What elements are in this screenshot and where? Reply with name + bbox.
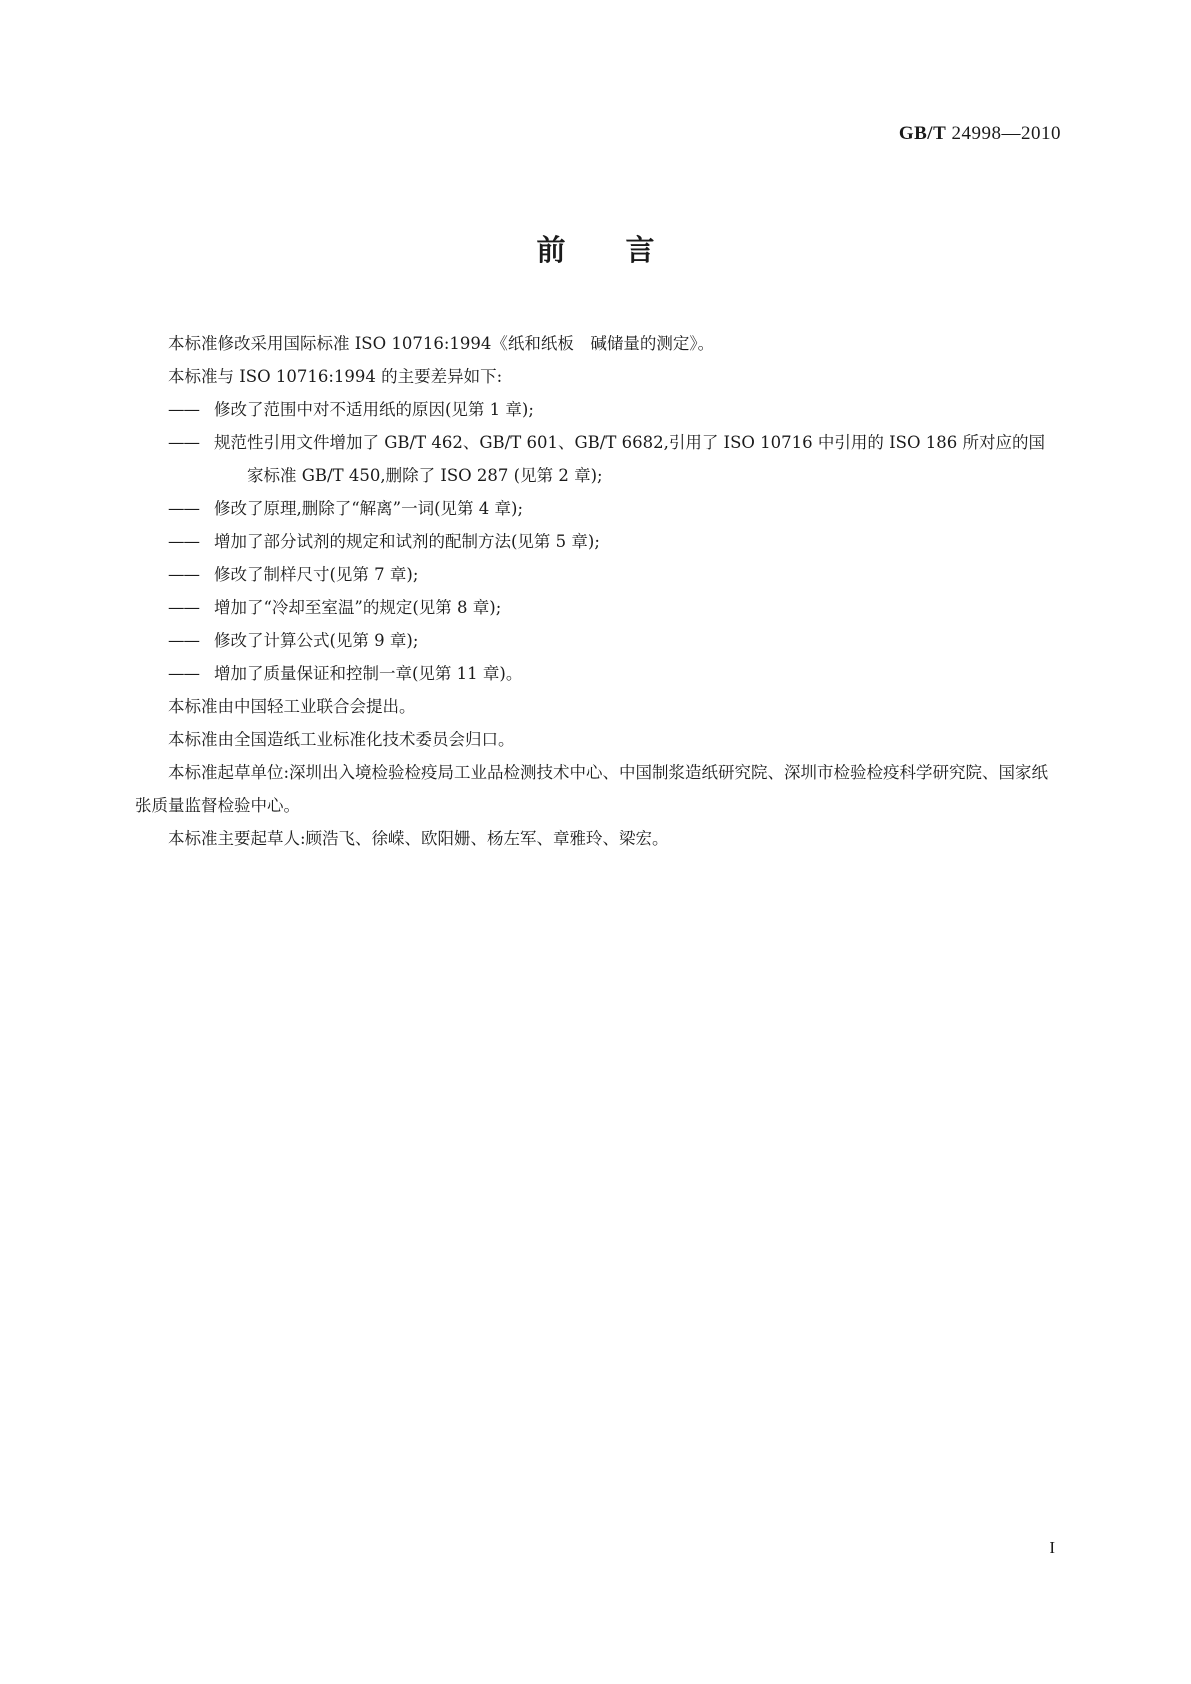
difference-item-3 [168,492,1060,525]
difference-item-8 [168,657,1060,690]
standard-year-number: 24998—2010 [951,123,1061,144]
dash-mark: —— [168,664,199,683]
dash-mark: —— [168,433,199,452]
difference-text: 修改了原理,删除了“解离”一词(见第 4 章); [214,499,524,518]
drafters-paragraph: 本标准主要起草人:顾浩飞、徐嵘、欧阳姗、杨左军、章雅玲、梁宏。 [168,829,669,848]
difference-text: 修改了计算公式(见第 9 章); [214,631,419,650]
dash-mark: —— [168,631,199,650]
intro-paragraph-2: 本标准与 ISO 10716:1994 的主要差异如下: [168,367,503,386]
dash-mark: —— [168,598,199,617]
difference-text: 修改了范围中对不适用纸的原因(见第 1 章); [214,400,534,419]
difference-text: 增加了质量保证和控制一章(见第 11 章)。 [214,664,523,683]
standard-code: GB/T [898,123,947,144]
difference-item-7 [168,624,1060,657]
difference-item-6 [168,591,1060,624]
page-number: I [1049,1538,1055,1557]
difference-text: 规范性引用文件增加了 GB/T 462、GB/T 601、GB/T 6682,引用了 ISO 10716 中引用的 ISO 186 所对应的国家标准 GB/T 450,删除了 ISO 287 (见第 2 章); [214,433,1045,485]
difference-text: 修改了制样尺寸(见第 7 章); [214,565,419,584]
standard-number [899,123,1061,145]
dash-mark: —— [168,400,199,419]
difference-item-4 [168,525,1060,558]
dash-mark: —— [168,565,199,584]
drafting-units-paragraph: 本标准起草单位:深圳出入境检验检疫局工业品检测技术中心、中国制浆造纸研究院、深圳市检验检疫科学研究院、国家纸张质量监督检验中心。 [135,763,1049,815]
dash-mark: —— [168,499,199,518]
difference-item-5 [168,558,1060,591]
difference-item-2 [168,426,1060,492]
committee-paragraph: 本标准由全国造纸工业标准化技术委员会归口。 [168,730,515,749]
intro-paragraph-1: 本标准修改采用国际标准 ISO 10716:1994《纸和纸板 碱储量的测定》。 [168,334,715,353]
difference-text: 增加了部分试剂的规定和试剂的配制方法(见第 5 章); [214,532,600,551]
proposer-paragraph: 本标准由中国轻工业联合会提出。 [168,697,416,716]
dash-mark: —— [168,532,199,551]
difference-item-1 [168,393,1060,426]
foreword-body [135,327,1060,855]
page-title: 前言 [536,233,715,267]
difference-text: 增加了“冷却至室温”的规定(见第 8 章); [214,598,502,617]
